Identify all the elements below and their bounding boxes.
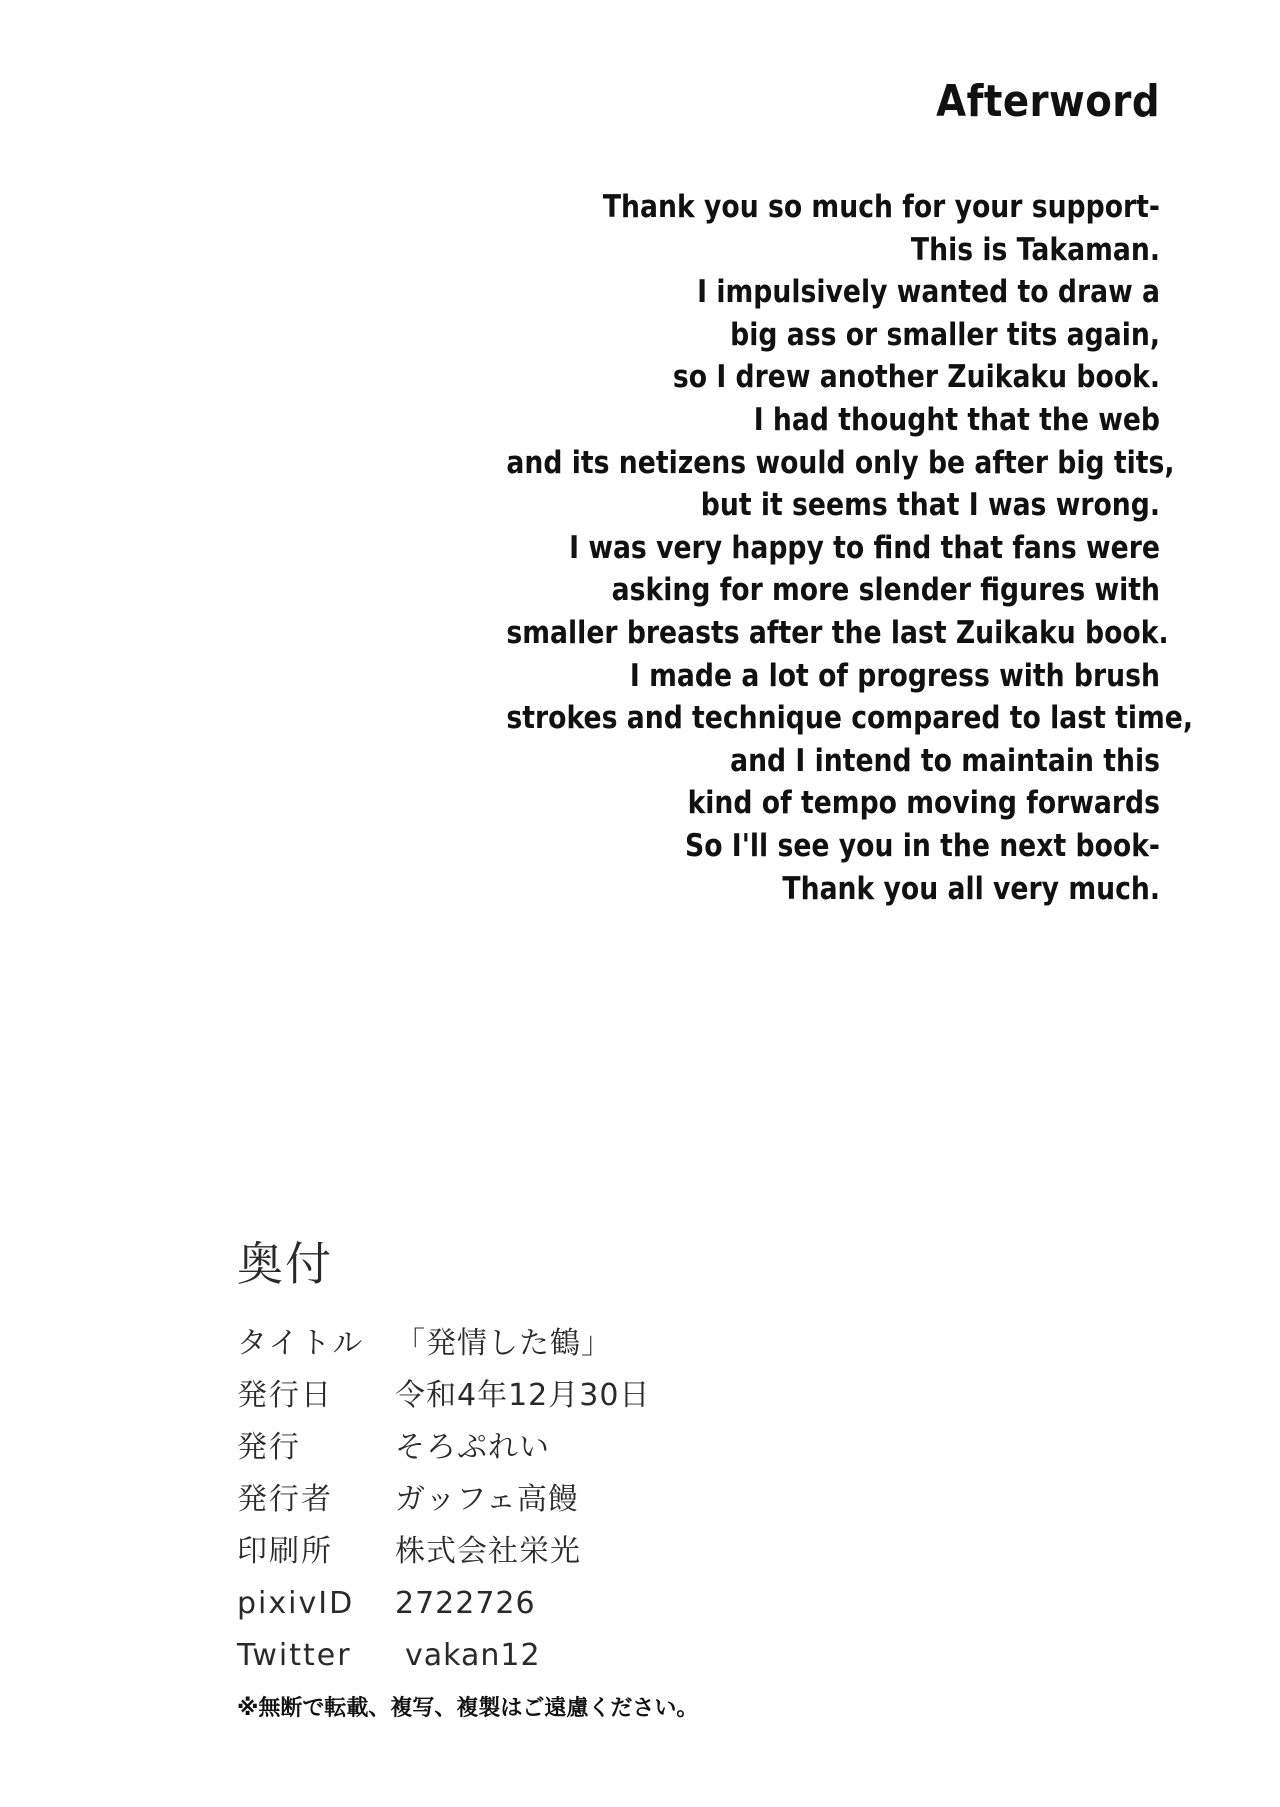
- afterword-line: and I intend to maintain this: [730, 742, 1160, 779]
- afterword-line: kind of tempo moving forwards: [687, 785, 1160, 822]
- afterword-section: [400, 72, 1194, 910]
- afterword-line: Thank you all very much.: [782, 870, 1160, 907]
- colophon-value: 株式会社栄光: [395, 1534, 581, 1569]
- afterword-line: big ass or smaller tits again,: [730, 316, 1160, 353]
- colophon-value: 「発情した鶴」: [395, 1326, 612, 1361]
- colophon-label: 印刷所: [237, 1534, 333, 1569]
- afterword-line: smaller breasts after the last Zuikaku book.: [506, 614, 1169, 651]
- afterword-line: I had thought that the web: [753, 401, 1160, 438]
- afterword-line: I was very happy to find that fans were: [569, 529, 1160, 566]
- copyright-notice: ※無断で転載、複写、複製はご遠慮ください。: [237, 1696, 699, 1721]
- colophon-row-issuer: [237, 1474, 650, 1526]
- afterword-title: Afterword: [936, 76, 1160, 127]
- colophon-value: ガッフェ高饅: [395, 1482, 579, 1517]
- colophon-label: 発行者: [237, 1482, 333, 1517]
- afterword-line: but it seems that I was wrong.: [700, 487, 1160, 524]
- colophon-label: 発行: [237, 1430, 301, 1465]
- afterword-line: and its netizens would only be after big tits,: [506, 444, 1175, 481]
- afterword-line: This is Takaman.: [910, 231, 1160, 268]
- afterword-line: I made a lot of progress with brush: [629, 657, 1160, 694]
- colophon-row-pixiv: [237, 1578, 650, 1630]
- colophon-row-printer: [237, 1526, 650, 1578]
- afterword-line: Thank you so much for your support-: [602, 189, 1160, 225]
- afterword-body: [400, 186, 1194, 910]
- colophon-row-title: [237, 1318, 650, 1370]
- colophon-label: タイトル: [237, 1326, 365, 1361]
- afterword-line: I impulsively wanted to draw a: [697, 274, 1160, 311]
- colophon-value: vakan12: [405, 1638, 541, 1673]
- afterword-line: asking for more slender figures with: [611, 572, 1160, 609]
- colophon-label: Twitter: [237, 1638, 352, 1673]
- colophon-value: 令和4年12月30日: [395, 1378, 651, 1413]
- colophon-row-date: [237, 1370, 650, 1422]
- colophon-row-twitter: [237, 1630, 650, 1682]
- colophon-value: そろぷれい: [395, 1430, 550, 1465]
- afterword-line: so I drew another Zuikaku book.: [672, 359, 1160, 396]
- colophon-row-publisher: [237, 1422, 650, 1474]
- colophon-label: pixivID: [237, 1586, 355, 1621]
- colophon-label: 発行日: [237, 1378, 333, 1413]
- colophon-section: [237, 1234, 650, 1682]
- afterword-line: strokes and technique compared to last time,: [506, 700, 1194, 737]
- afterword-line: So I'll see you in the next book-: [685, 827, 1160, 864]
- colophon-heading: 奥付: [237, 1237, 333, 1291]
- colophon-value: 2722726: [395, 1586, 536, 1621]
